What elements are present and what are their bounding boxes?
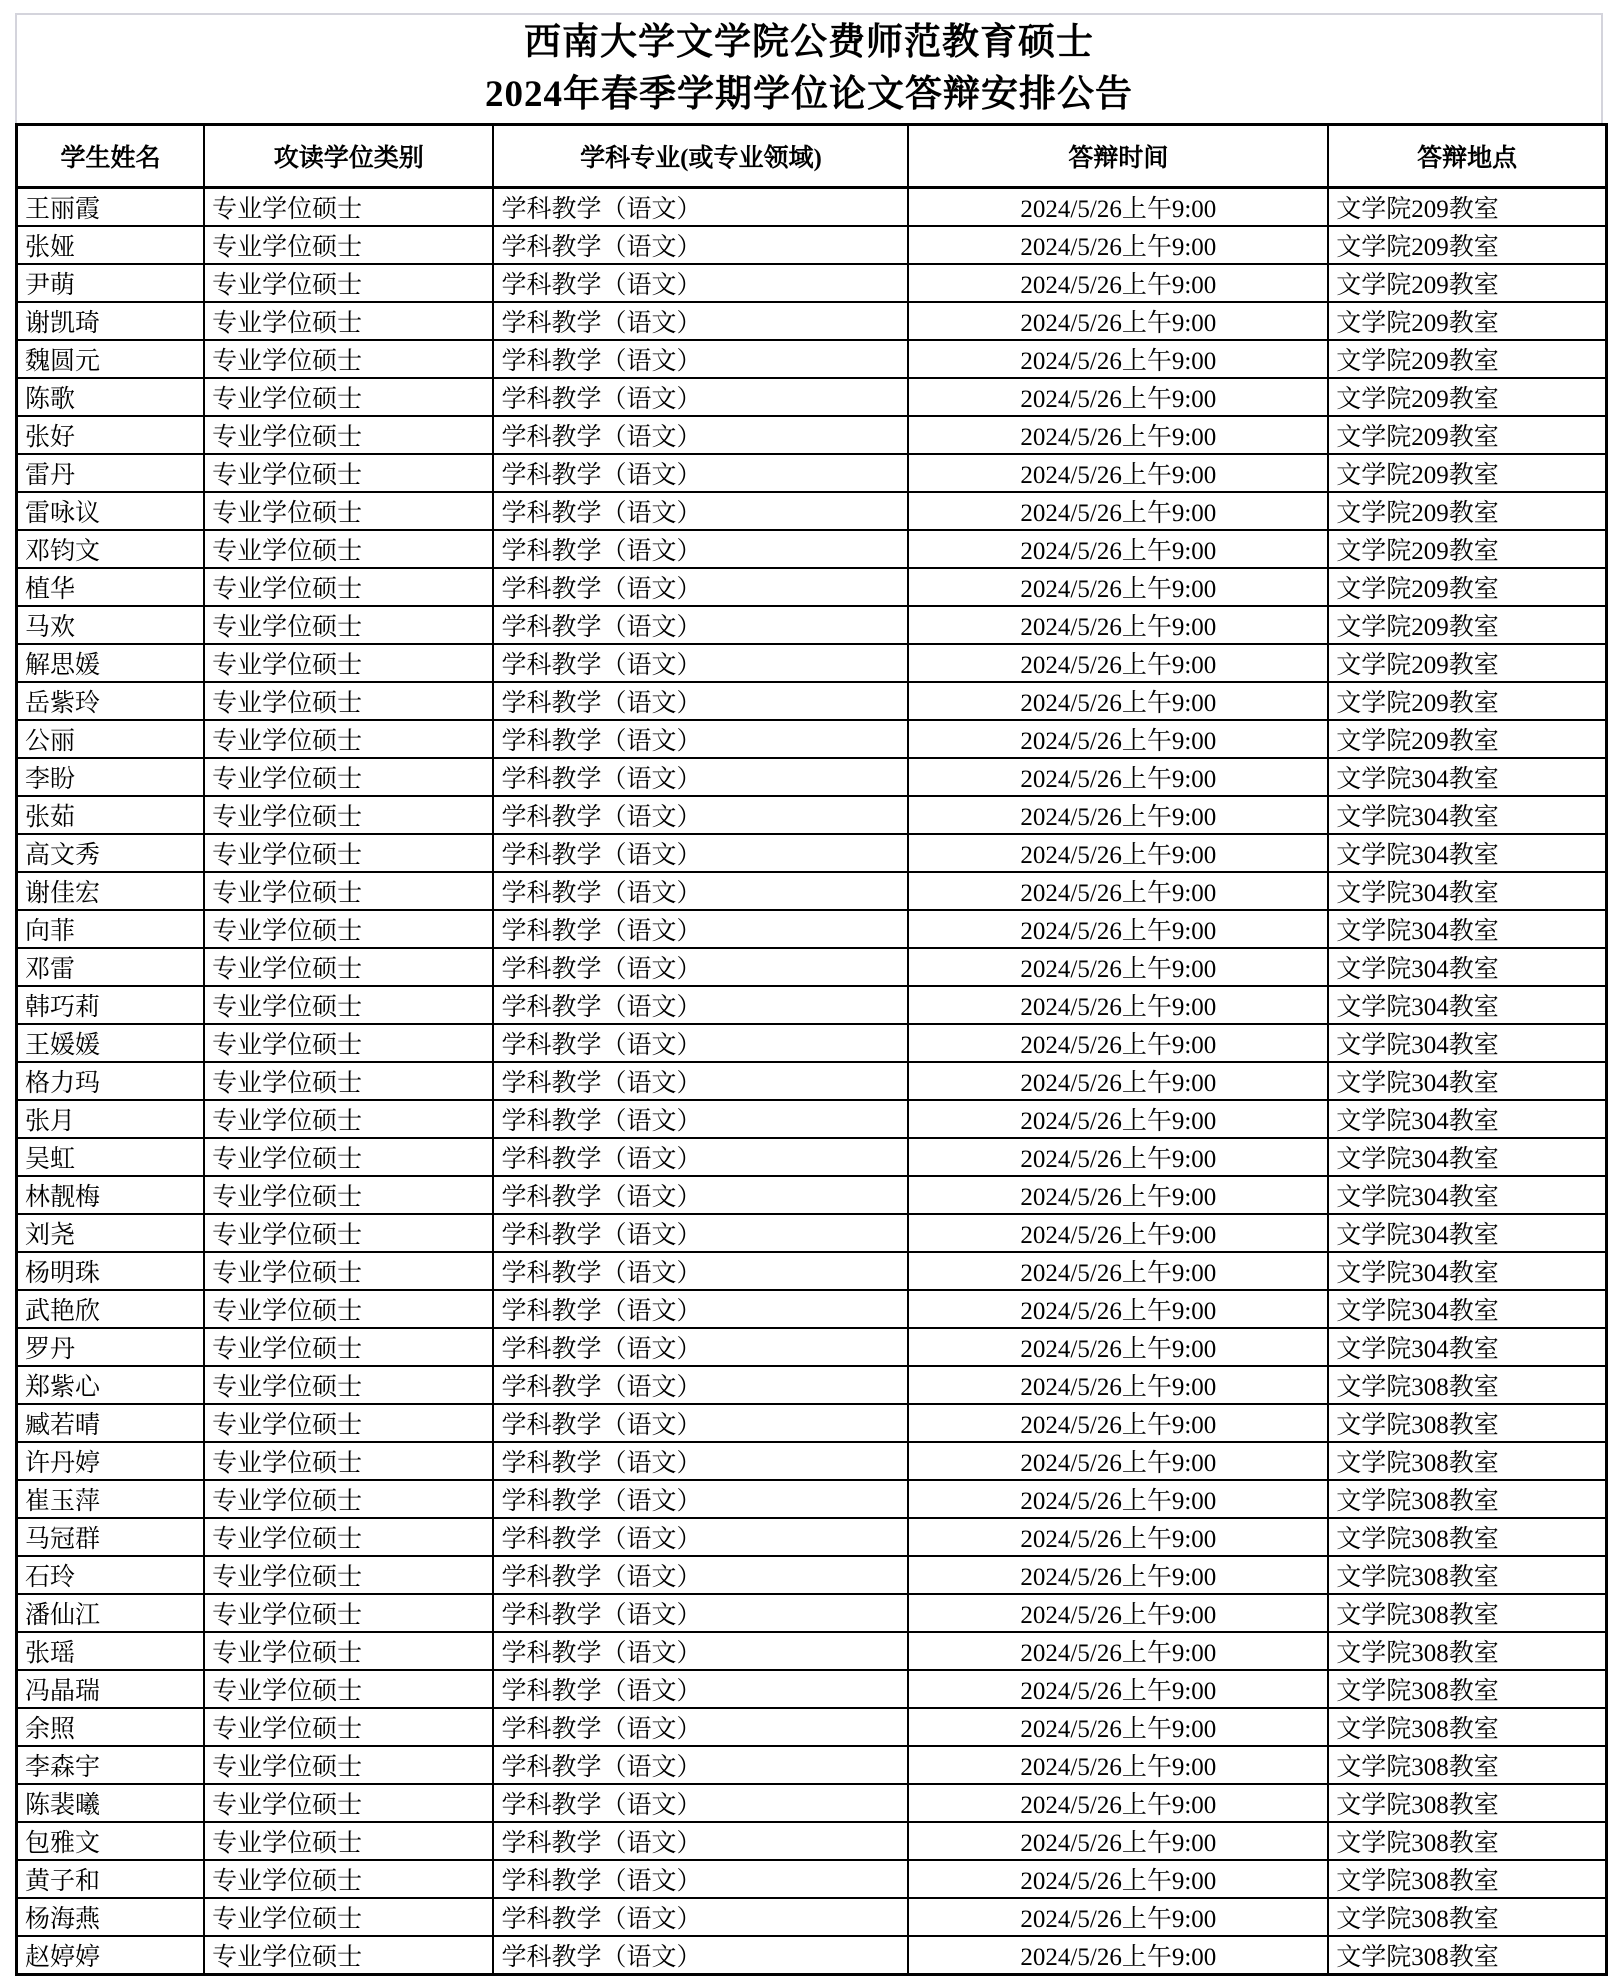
- defense-time-cell: 2024/5/26上午9:00: [908, 1062, 1328, 1100]
- defense-location-cell: 文学院304教室: [1328, 1176, 1606, 1214]
- defense-time-cell: 2024/5/26上午9:00: [908, 796, 1328, 834]
- defense-time-cell: 2024/5/26上午9:00: [908, 1366, 1328, 1404]
- defense-time-cell: 2024/5/26上午9:00: [908, 986, 1328, 1024]
- degree-type-cell: 专业学位硕士: [204, 416, 493, 454]
- major-cell: 学科教学（语文）: [493, 1556, 908, 1594]
- defense-time-cell: 2024/5/26上午9:00: [908, 1746, 1328, 1784]
- table-row: [17, 1290, 1607, 1328]
- defense-location-cell: 文学院209教室: [1328, 226, 1606, 264]
- defense-time-cell: 2024/5/26上午9:00: [908, 682, 1328, 720]
- defense-location-cell: 文学院308教室: [1328, 1784, 1606, 1822]
- degree-type-cell: 专业学位硕士: [204, 1138, 493, 1176]
- table-row: [17, 758, 1607, 796]
- degree-type-cell: 专业学位硕士: [204, 1632, 493, 1670]
- major-cell: 学科教学（语文）: [493, 1898, 908, 1936]
- defense-location-cell: 文学院308教室: [1328, 1518, 1606, 1556]
- defense-location-cell: 文学院209教室: [1328, 530, 1606, 568]
- major-cell: 学科教学（语文）: [493, 1746, 908, 1784]
- student-name-cell: 植华: [17, 568, 205, 606]
- defense-location-cell: 文学院304教室: [1328, 986, 1606, 1024]
- defense-location-cell: 文学院308教室: [1328, 1936, 1606, 1975]
- defense-schedule-table: [15, 123, 1608, 1976]
- defense-time-cell: 2024/5/26上午9:00: [908, 720, 1328, 758]
- major-cell: 学科教学（语文）: [493, 1822, 908, 1860]
- degree-type-cell: 专业学位硕士: [204, 1404, 493, 1442]
- defense-location-cell: 文学院308教室: [1328, 1480, 1606, 1518]
- degree-type-cell: 专业学位硕士: [204, 1670, 493, 1708]
- defense-time-cell: 2024/5/26上午9:00: [908, 1442, 1328, 1480]
- table-row: [17, 1898, 1607, 1936]
- major-cell: 学科教学（语文）: [493, 872, 908, 910]
- major-cell: 学科教学（语文）: [493, 834, 908, 872]
- degree-type-cell: 专业学位硕士: [204, 1860, 493, 1898]
- student-name-cell: 郑紫心: [17, 1366, 205, 1404]
- student-name-cell: 杨海燕: [17, 1898, 205, 1936]
- table-row: [17, 454, 1607, 492]
- student-name-cell: 石玲: [17, 1556, 205, 1594]
- defense-location-cell: 文学院308教室: [1328, 1632, 1606, 1670]
- degree-type-cell: 专业学位硕士: [204, 1024, 493, 1062]
- degree-type-cell: 专业学位硕士: [204, 340, 493, 378]
- document-title-line1: 西南大学文学院公费师范教育硕士: [524, 22, 1094, 63]
- table-row: [17, 1784, 1607, 1822]
- major-cell: 学科教学（语文）: [493, 1594, 908, 1632]
- title-block: [15, 13, 1603, 123]
- student-name-cell: 张好: [17, 416, 205, 454]
- degree-type-cell: 专业学位硕士: [204, 264, 493, 302]
- table-row: [17, 226, 1607, 264]
- student-name-cell: 余照: [17, 1708, 205, 1746]
- degree-type-cell: 专业学位硕士: [204, 1518, 493, 1556]
- degree-type-cell: 专业学位硕士: [204, 834, 493, 872]
- degree-type-cell: 专业学位硕士: [204, 606, 493, 644]
- student-name-cell: 张娅: [17, 226, 205, 264]
- degree-type-cell: 专业学位硕士: [204, 644, 493, 682]
- degree-type-cell: 专业学位硕士: [204, 682, 493, 720]
- defense-location-cell: 文学院308教室: [1328, 1556, 1606, 1594]
- student-name-cell: 向菲: [17, 910, 205, 948]
- degree-type-cell: 专业学位硕士: [204, 454, 493, 492]
- major-cell: 学科教学（语文）: [493, 1024, 908, 1062]
- defense-time-cell: 2024/5/26上午9:00: [908, 606, 1328, 644]
- defense-location-cell: 文学院209教室: [1328, 416, 1606, 454]
- student-name-cell: 雷丹: [17, 454, 205, 492]
- student-name-cell: 高文秀: [17, 834, 205, 872]
- table-row: [17, 1328, 1607, 1366]
- degree-type-cell: 专业学位硕士: [204, 1100, 493, 1138]
- defense-time-cell: 2024/5/26上午9:00: [908, 1898, 1328, 1936]
- defense-time-cell: 2024/5/26上午9:00: [908, 1594, 1328, 1632]
- student-name-cell: 谢佳宏: [17, 872, 205, 910]
- table-row: [17, 1822, 1607, 1860]
- defense-location-cell: 文学院308教室: [1328, 1404, 1606, 1442]
- student-name-cell: 臧若晴: [17, 1404, 205, 1442]
- major-cell: 学科教学（语文）: [493, 758, 908, 796]
- defense-location-cell: 文学院304教室: [1328, 1252, 1606, 1290]
- major-cell: 学科教学（语文）: [493, 1366, 908, 1404]
- defense-time-cell: 2024/5/26上午9:00: [908, 340, 1328, 378]
- degree-type-cell: 专业学位硕士: [204, 948, 493, 986]
- major-cell: 学科教学（语文）: [493, 1176, 908, 1214]
- degree-type-cell: 专业学位硕士: [204, 1328, 493, 1366]
- major-cell: 学科教学（语文）: [493, 682, 908, 720]
- document-title-line2: 2024年春季学期学位论文答辩安排公告: [485, 74, 1133, 115]
- defense-time-cell: 2024/5/26上午9:00: [908, 1404, 1328, 1442]
- major-cell: 学科教学（语文）: [493, 188, 908, 227]
- degree-type-cell: 专业学位硕士: [204, 1176, 493, 1214]
- table-row: [17, 1252, 1607, 1290]
- defense-time-cell: 2024/5/26上午9:00: [908, 378, 1328, 416]
- major-cell: 学科教学（语文）: [493, 606, 908, 644]
- defense-location-cell: 文学院209教室: [1328, 188, 1606, 227]
- degree-type-cell: 专业学位硕士: [204, 1366, 493, 1404]
- defense-location-cell: 文学院209教室: [1328, 378, 1606, 416]
- major-cell: 学科教学（语文）: [493, 644, 908, 682]
- student-name-cell: 陈歌: [17, 378, 205, 416]
- defense-location-cell: 文学院308教室: [1328, 1860, 1606, 1898]
- defense-location-cell: 文学院308教室: [1328, 1442, 1606, 1480]
- table-row: [17, 1670, 1607, 1708]
- degree-type-cell: 专业学位硕士: [204, 986, 493, 1024]
- defense-location-cell: 文学院209教室: [1328, 302, 1606, 340]
- degree-type-cell: 专业学位硕士: [204, 796, 493, 834]
- major-cell: 学科教学（语文）: [493, 302, 908, 340]
- header-major: 学科专业(或专业领域): [493, 125, 908, 188]
- major-cell: 学科教学（语文）: [493, 1062, 908, 1100]
- degree-type-cell: 专业学位硕士: [204, 1252, 493, 1290]
- degree-type-cell: 专业学位硕士: [204, 1708, 493, 1746]
- defense-time-cell: 2024/5/26上午9:00: [908, 1024, 1328, 1062]
- student-name-cell: 张月: [17, 1100, 205, 1138]
- table-row: [17, 416, 1607, 454]
- student-name-cell: 武艳欣: [17, 1290, 205, 1328]
- major-cell: 学科教学（语文）: [493, 530, 908, 568]
- defense-time-cell: 2024/5/26上午9:00: [908, 1214, 1328, 1252]
- defense-location-cell: 文学院304教室: [1328, 910, 1606, 948]
- student-name-cell: 许丹婷: [17, 1442, 205, 1480]
- major-cell: 学科教学（语文）: [493, 1632, 908, 1670]
- student-name-cell: 刘尧: [17, 1214, 205, 1252]
- student-name-cell: 李森宇: [17, 1746, 205, 1784]
- defense-time-cell: 2024/5/26上午9:00: [908, 454, 1328, 492]
- table-row: [17, 1138, 1607, 1176]
- defense-time-cell: 2024/5/26上午9:00: [908, 302, 1328, 340]
- student-name-cell: 张瑶: [17, 1632, 205, 1670]
- defense-time-cell: 2024/5/26上午9:00: [908, 1176, 1328, 1214]
- degree-type-cell: 专业学位硕士: [204, 1594, 493, 1632]
- table-row: [17, 1404, 1607, 1442]
- student-name-cell: 包雅文: [17, 1822, 205, 1860]
- major-cell: 学科教学（语文）: [493, 796, 908, 834]
- degree-type-cell: 专业学位硕士: [204, 1062, 493, 1100]
- table-row: [17, 1860, 1607, 1898]
- degree-type-cell: 专业学位硕士: [204, 378, 493, 416]
- defense-time-cell: 2024/5/26上午9:00: [908, 834, 1328, 872]
- header-defense-location: 答辩地点: [1328, 125, 1606, 188]
- student-name-cell: 尹萌: [17, 264, 205, 302]
- defense-time-cell: 2024/5/26上午9:00: [908, 1822, 1328, 1860]
- header-degree-type: 攻读学位类别: [204, 125, 493, 188]
- major-cell: 学科教学（语文）: [493, 416, 908, 454]
- major-cell: 学科教学（语文）: [493, 568, 908, 606]
- student-name-cell: 冯晶瑞: [17, 1670, 205, 1708]
- student-name-cell: 邓雷: [17, 948, 205, 986]
- table-row: [17, 1518, 1607, 1556]
- defense-location-cell: 文学院308教室: [1328, 1898, 1606, 1936]
- defense-location-cell: 文学院304教室: [1328, 872, 1606, 910]
- major-cell: 学科教学（语文）: [493, 1442, 908, 1480]
- degree-type-cell: 专业学位硕士: [204, 226, 493, 264]
- defense-time-cell: 2024/5/26上午9:00: [908, 492, 1328, 530]
- defense-location-cell: 文学院308教室: [1328, 1594, 1606, 1632]
- major-cell: 学科教学（语文）: [493, 1936, 908, 1975]
- major-cell: 学科教学（语文）: [493, 1214, 908, 1252]
- defense-location-cell: 文学院209教室: [1328, 264, 1606, 302]
- degree-type-cell: 专业学位硕士: [204, 758, 493, 796]
- defense-location-cell: 文学院308教室: [1328, 1670, 1606, 1708]
- table-row: [17, 530, 1607, 568]
- degree-type-cell: 专业学位硕士: [204, 1214, 493, 1252]
- major-cell: 学科教学（语文）: [493, 720, 908, 758]
- student-name-cell: 魏圆元: [17, 340, 205, 378]
- table-row: [17, 834, 1607, 872]
- student-name-cell: 张茹: [17, 796, 205, 834]
- major-cell: 学科教学（语文）: [493, 1670, 908, 1708]
- defense-location-cell: 文学院209教室: [1328, 454, 1606, 492]
- defense-location-cell: 文学院304教室: [1328, 1024, 1606, 1062]
- defense-time-cell: 2024/5/26上午9:00: [908, 264, 1328, 302]
- table-row: [17, 720, 1607, 758]
- defense-location-cell: 文学院209教室: [1328, 644, 1606, 682]
- major-cell: 学科教学（语文）: [493, 226, 908, 264]
- degree-type-cell: 专业学位硕士: [204, 1898, 493, 1936]
- defense-location-cell: 文学院304教室: [1328, 834, 1606, 872]
- defense-location-cell: 文学院209教室: [1328, 682, 1606, 720]
- table-row: [17, 302, 1607, 340]
- defense-time-cell: 2024/5/26上午9:00: [908, 1860, 1328, 1898]
- student-name-cell: 林靓梅: [17, 1176, 205, 1214]
- degree-type-cell: 专业学位硕士: [204, 530, 493, 568]
- student-name-cell: 岳紫玲: [17, 682, 205, 720]
- defense-location-cell: 文学院304教室: [1328, 796, 1606, 834]
- table-row: [17, 796, 1607, 834]
- degree-type-cell: 专业学位硕士: [204, 1936, 493, 1975]
- major-cell: 学科教学（语文）: [493, 1784, 908, 1822]
- table-row: [17, 1632, 1607, 1670]
- major-cell: 学科教学（语文）: [493, 1290, 908, 1328]
- table-row: [17, 188, 1607, 227]
- defense-location-cell: 文学院308教室: [1328, 1708, 1606, 1746]
- major-cell: 学科教学（语文）: [493, 1480, 908, 1518]
- table-row: [17, 1100, 1607, 1138]
- major-cell: 学科教学（语文）: [493, 1518, 908, 1556]
- student-name-cell: 赵婷婷: [17, 1936, 205, 1975]
- table-row: [17, 1594, 1607, 1632]
- defense-location-cell: 文学院304教室: [1328, 948, 1606, 986]
- student-name-cell: 罗丹: [17, 1328, 205, 1366]
- major-cell: 学科教学（语文）: [493, 1328, 908, 1366]
- major-cell: 学科教学（语文）: [493, 1404, 908, 1442]
- defense-location-cell: 文学院308教室: [1328, 1746, 1606, 1784]
- defense-time-cell: 2024/5/26上午9:00: [908, 758, 1328, 796]
- student-name-cell: 王丽霞: [17, 188, 205, 227]
- table-row: [17, 910, 1607, 948]
- table-row: [17, 1936, 1607, 1975]
- degree-type-cell: 专业学位硕士: [204, 1556, 493, 1594]
- table-row: [17, 872, 1607, 910]
- defense-time-cell: 2024/5/26上午9:00: [908, 530, 1328, 568]
- table-row: [17, 340, 1607, 378]
- table-row: [17, 948, 1607, 986]
- student-name-cell: 李盼: [17, 758, 205, 796]
- student-name-cell: 潘仙江: [17, 1594, 205, 1632]
- defense-time-cell: 2024/5/26上午9:00: [908, 910, 1328, 948]
- student-name-cell: 马冠群: [17, 1518, 205, 1556]
- defense-time-cell: 2024/5/26上午9:00: [908, 948, 1328, 986]
- degree-type-cell: 专业学位硕士: [204, 1822, 493, 1860]
- major-cell: 学科教学（语文）: [493, 986, 908, 1024]
- document-page: [0, 13, 1618, 1971]
- degree-type-cell: 专业学位硕士: [204, 302, 493, 340]
- defense-location-cell: 文学院304教室: [1328, 1138, 1606, 1176]
- student-name-cell: 雷咏议: [17, 492, 205, 530]
- major-cell: 学科教学（语文）: [493, 1138, 908, 1176]
- table-row: [17, 986, 1607, 1024]
- degree-type-cell: 专业学位硕士: [204, 492, 493, 530]
- student-name-cell: 吴虹: [17, 1138, 205, 1176]
- table-row: [17, 1062, 1607, 1100]
- table-row: [17, 606, 1607, 644]
- student-name-cell: 公丽: [17, 720, 205, 758]
- table-row: [17, 1366, 1607, 1404]
- header-student-name: 学生姓名: [17, 125, 205, 188]
- defense-location-cell: 文学院308教室: [1328, 1822, 1606, 1860]
- table-row: [17, 1176, 1607, 1214]
- major-cell: 学科教学（语文）: [493, 378, 908, 416]
- major-cell: 学科教学（语文）: [493, 454, 908, 492]
- table-row: [17, 1442, 1607, 1480]
- defense-location-cell: 文学院209教室: [1328, 340, 1606, 378]
- defense-time-cell: 2024/5/26上午9:00: [908, 1138, 1328, 1176]
- table-row: [17, 1556, 1607, 1594]
- defense-time-cell: 2024/5/26上午9:00: [908, 1556, 1328, 1594]
- defense-time-cell: 2024/5/26上午9:00: [908, 188, 1328, 227]
- degree-type-cell: 专业学位硕士: [204, 910, 493, 948]
- defense-time-cell: 2024/5/26上午9:00: [908, 1936, 1328, 1975]
- table-row: [17, 378, 1607, 416]
- major-cell: 学科教学（语文）: [493, 1252, 908, 1290]
- student-name-cell: 王媛媛: [17, 1024, 205, 1062]
- degree-type-cell: 专业学位硕士: [204, 720, 493, 758]
- degree-type-cell: 专业学位硕士: [204, 872, 493, 910]
- table-row: [17, 1746, 1607, 1784]
- major-cell: 学科教学（语文）: [493, 1860, 908, 1898]
- defense-time-cell: 2024/5/26上午9:00: [908, 1100, 1328, 1138]
- defense-time-cell: 2024/5/26上午9:00: [908, 1328, 1328, 1366]
- degree-type-cell: 专业学位硕士: [204, 188, 493, 227]
- student-name-cell: 马欢: [17, 606, 205, 644]
- major-cell: 学科教学（语文）: [493, 340, 908, 378]
- defense-location-cell: 文学院209教室: [1328, 492, 1606, 530]
- major-cell: 学科教学（语文）: [493, 264, 908, 302]
- student-name-cell: 杨明珠: [17, 1252, 205, 1290]
- student-name-cell: 崔玉萍: [17, 1480, 205, 1518]
- major-cell: 学科教学（语文）: [493, 910, 908, 948]
- table-row: [17, 1024, 1607, 1062]
- defense-time-cell: 2024/5/26上午9:00: [908, 644, 1328, 682]
- degree-type-cell: 专业学位硕士: [204, 1290, 493, 1328]
- defense-location-cell: 文学院304教室: [1328, 1214, 1606, 1252]
- table-row: [17, 1480, 1607, 1518]
- defense-time-cell: 2024/5/26上午9:00: [908, 1290, 1328, 1328]
- major-cell: 学科教学（语文）: [493, 948, 908, 986]
- defense-time-cell: 2024/5/26上午9:00: [908, 416, 1328, 454]
- major-cell: 学科教学（语文）: [493, 492, 908, 530]
- defense-time-cell: 2024/5/26上午9:00: [908, 1518, 1328, 1556]
- table-row: [17, 264, 1607, 302]
- student-name-cell: 格力玛: [17, 1062, 205, 1100]
- defense-location-cell: 文学院304教室: [1328, 1100, 1606, 1138]
- student-name-cell: 邓钧文: [17, 530, 205, 568]
- degree-type-cell: 专业学位硕士: [204, 1480, 493, 1518]
- student-name-cell: 陈裴曦: [17, 1784, 205, 1822]
- defense-location-cell: 文学院304教室: [1328, 1062, 1606, 1100]
- defense-location-cell: 文学院308教室: [1328, 1366, 1606, 1404]
- table-row: [17, 492, 1607, 530]
- defense-time-cell: 2024/5/26上午9:00: [908, 1632, 1328, 1670]
- defense-location-cell: 文学院304教室: [1328, 1290, 1606, 1328]
- table-row: [17, 644, 1607, 682]
- defense-time-cell: 2024/5/26上午9:00: [908, 1252, 1328, 1290]
- defense-time-cell: 2024/5/26上午9:00: [908, 568, 1328, 606]
- defense-time-cell: 2024/5/26上午9:00: [908, 1480, 1328, 1518]
- defense-time-cell: 2024/5/26上午9:00: [908, 1670, 1328, 1708]
- student-name-cell: 解思媛: [17, 644, 205, 682]
- defense-location-cell: 文学院209教室: [1328, 720, 1606, 758]
- table-row: [17, 568, 1607, 606]
- defense-location-cell: 文学院304教室: [1328, 1328, 1606, 1366]
- degree-type-cell: 专业学位硕士: [204, 568, 493, 606]
- student-name-cell: 谢凯琦: [17, 302, 205, 340]
- student-name-cell: 黄子和: [17, 1860, 205, 1898]
- defense-time-cell: 2024/5/26上午9:00: [908, 1784, 1328, 1822]
- degree-type-cell: 专业学位硕士: [204, 1784, 493, 1822]
- table-header-row: [17, 125, 1607, 188]
- defense-location-cell: 文学院209教室: [1328, 606, 1606, 644]
- student-name-cell: 韩巧莉: [17, 986, 205, 1024]
- table-row: [17, 682, 1607, 720]
- defense-location-cell: 文学院209教室: [1328, 568, 1606, 606]
- table-row: [17, 1214, 1607, 1252]
- header-defense-time: 答辩时间: [908, 125, 1328, 188]
- degree-type-cell: 专业学位硕士: [204, 1746, 493, 1784]
- table-row: [17, 1708, 1607, 1746]
- defense-location-cell: 文学院304教室: [1328, 758, 1606, 796]
- major-cell: 学科教学（语文）: [493, 1708, 908, 1746]
- major-cell: 学科教学（语文）: [493, 1100, 908, 1138]
- table-body: [17, 188, 1607, 1975]
- defense-time-cell: 2024/5/26上午9:00: [908, 1708, 1328, 1746]
- defense-time-cell: 2024/5/26上午9:00: [908, 226, 1328, 264]
- degree-type-cell: 专业学位硕士: [204, 1442, 493, 1480]
- defense-time-cell: 2024/5/26上午9:00: [908, 872, 1328, 910]
